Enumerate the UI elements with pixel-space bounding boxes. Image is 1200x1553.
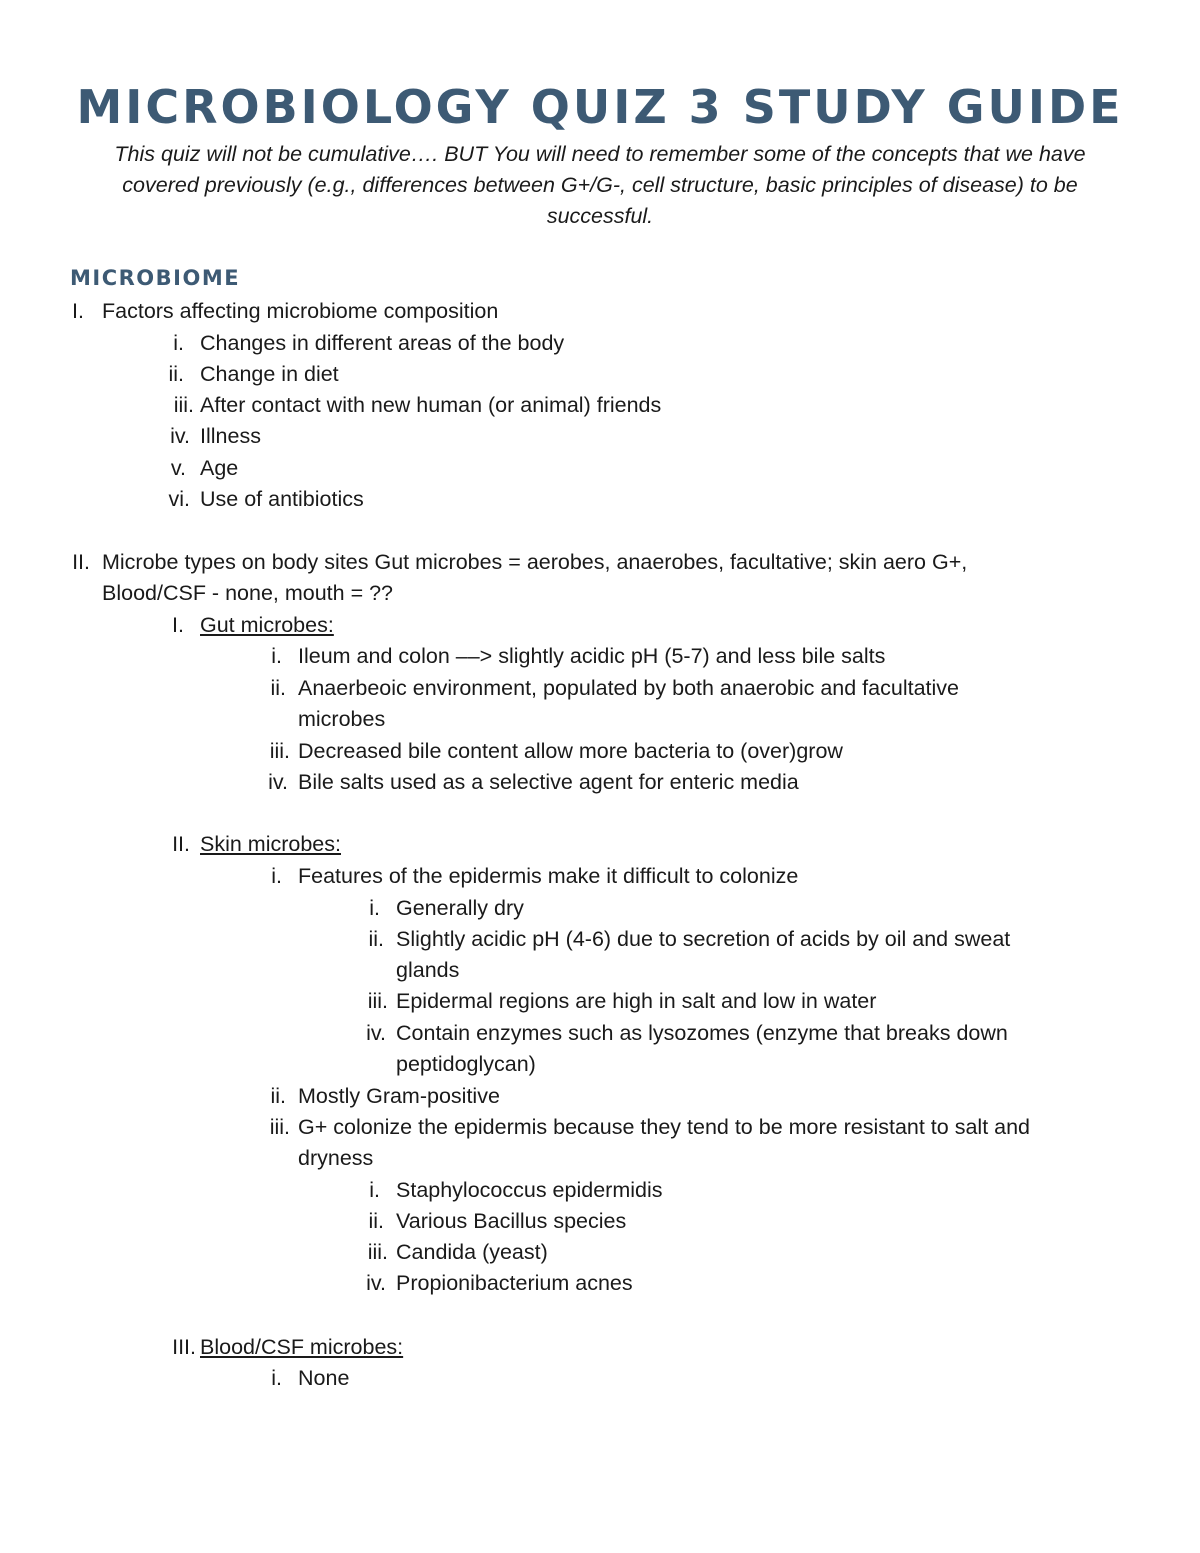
list-number: iv. <box>268 770 288 794</box>
list-item: None <box>298 1366 350 1390</box>
outline-item: Factors affecting microbiome composition <box>102 299 499 323</box>
list-item-continued: dryness <box>298 1146 374 1170</box>
list-item: After contact with new human (or animal) friends <box>200 393 662 417</box>
list-item: Slightly acidic pH (4-6) due to secretion of acids by oil and sweat <box>396 927 1011 951</box>
list-number: i. <box>271 1366 282 1390</box>
list-number: iii. <box>367 989 388 1013</box>
list-number: i. <box>369 896 380 920</box>
list-item: Mostly Gram-positive <box>298 1084 500 1108</box>
list-number: i. <box>271 644 282 668</box>
list-number: ii. <box>270 676 286 700</box>
subsection-blood-csf-microbes: Blood/CSF microbes: <box>200 1335 404 1359</box>
list-item: Staphylococcus epidermidis <box>396 1178 663 1202</box>
list-number: ii. <box>270 1084 286 1108</box>
list-item: Bile salts used as a selective agent for enteric media <box>298 770 799 794</box>
list-number: v. <box>170 456 186 480</box>
list-item: Changes in different areas of the body <box>200 331 565 355</box>
list-item: Illness <box>200 424 261 448</box>
list-number: iii. <box>269 739 290 763</box>
list-item: G+ colonize the epidermis because they tend to be more resistant to salt and <box>298 1115 1031 1139</box>
list-item: Ileum and colon ––> slightly acidic pH (5-7) and less bile salts <box>298 644 886 668</box>
list-number: iv. <box>170 424 190 448</box>
list-item: Decreased bile content allow more bacteria to (over)grow <box>298 739 843 763</box>
outline-number: I. <box>172 613 184 637</box>
list-number: i. <box>369 1178 380 1202</box>
outline-number: II. <box>172 832 190 856</box>
list-item: Use of antibiotics <box>200 487 364 511</box>
list-number: ii. <box>368 1209 384 1233</box>
list-number: i. <box>271 864 282 888</box>
list-number: iii. <box>173 393 194 417</box>
list-item: Candida (yeast) <box>396 1240 548 1264</box>
subsection-skin-microbes: Skin microbes: <box>200 832 341 856</box>
list-item: Propionibacterium acnes <box>396 1271 633 1295</box>
list-number: ii. <box>368 927 384 951</box>
list-number: iv. <box>366 1271 386 1295</box>
list-item-continued: microbes <box>298 707 386 731</box>
page-title: MICROBIOLOGY QUIZ 3 STUDY GUIDE <box>76 80 1124 134</box>
list-item: Change in diet <box>200 362 339 386</box>
list-number: iv. <box>366 1021 386 1045</box>
list-number: vi. <box>168 487 190 511</box>
list-item: Various Bacillus species <box>396 1209 627 1233</box>
outline-item-continued: Blood/CSF - none, mouth = ?? <box>102 581 394 605</box>
list-item-continued: peptidoglycan) <box>396 1052 536 1076</box>
section-heading-microbiome: MICROBIOME <box>70 266 241 290</box>
list-item: Anaerbeoic environment, populated by both anaerobic and facultative <box>298 676 959 700</box>
list-item: Contain enzymes such as lysozomes (enzyme that breaks down <box>396 1021 1008 1045</box>
list-item: Epidermal regions are high in salt and low in water <box>396 989 877 1013</box>
intro-paragraph: This quiz will not be cumulative…. BUT You will need to remember some of the concepts that we have covered previously (e.g., differences between G+/G-, cell structure, basic principles of disease) to be successful. <box>114 142 1086 228</box>
list-number: iii. <box>269 1115 290 1139</box>
list-item: Generally dry <box>396 896 524 920</box>
outline-item: Microbe types on body sites Gut microbes = aerobes, anaerobes, facultative; skin aero G+, <box>102 550 968 574</box>
outline-number: I. <box>72 299 84 323</box>
subsection-gut-microbes: Gut microbes: <box>200 613 334 637</box>
list-item-continued: glands <box>396 958 460 982</box>
outline-number: II. <box>72 550 90 574</box>
list-number: ii. <box>168 362 184 386</box>
list-item: Features of the epidermis make it difficult to colonize <box>298 864 799 888</box>
list-number: iii. <box>367 1240 388 1264</box>
outline-number: III. <box>172 1335 196 1359</box>
list-item: Age <box>200 456 239 480</box>
list-number: i. <box>173 331 184 355</box>
